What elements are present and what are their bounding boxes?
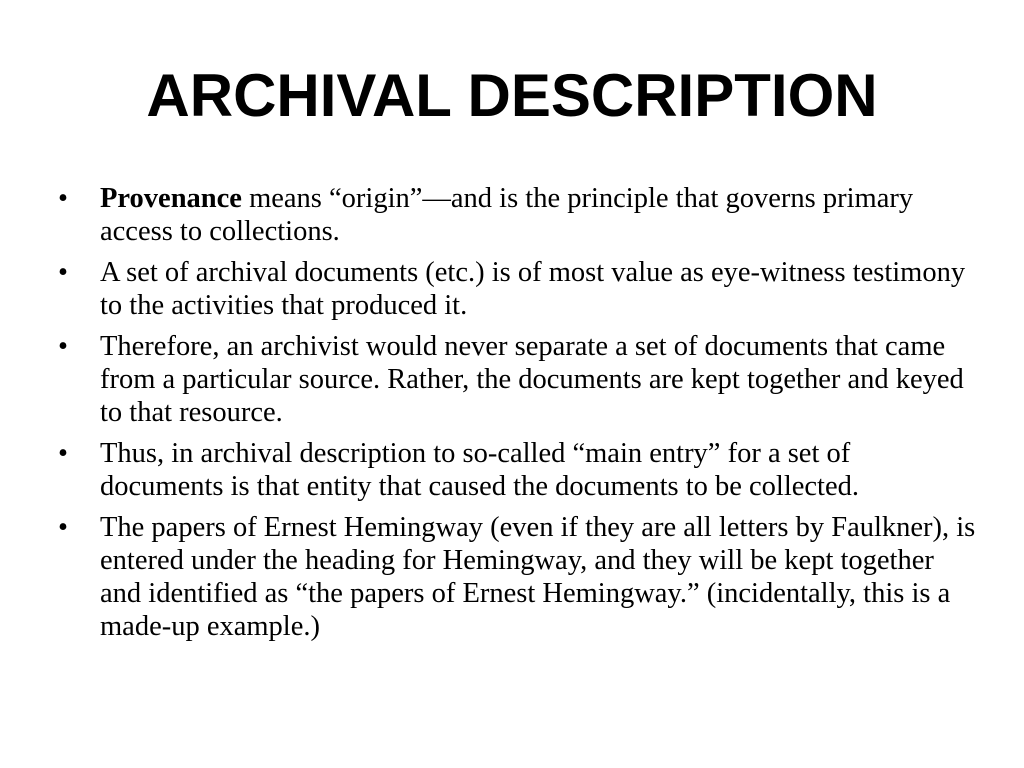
bullet-lead-term: Provenance (100, 183, 242, 214)
bullet-icon: • (58, 512, 68, 543)
bullet-text: The papers of Ernest Hemingway (even if they are all letters by Faulkner), is entered under the heading for Hemingway, and they will be kept together and identified as “the papers of Ernest Hemingway.” (incidentally, this is a made-up example.) (100, 512, 976, 642)
bullet-icon: • (58, 257, 68, 288)
bullet-icon: • (58, 183, 68, 214)
bullet-item-eyewitness (58, 256, 978, 322)
bullet-icon: • (58, 331, 68, 362)
bullet-text (100, 183, 913, 247)
slide-title: ARCHIVAL DESCRIPTION (146, 62, 878, 129)
bullet-item-main-entry (58, 437, 978, 503)
bullet-item-never-separate (58, 330, 978, 429)
bullet-body: means “origin”—and is the principle that governs primary access to collections. (100, 183, 914, 247)
bullet-text: A set of archival documents (etc.) is of most value as eye-witness testimony to the activities that produced it. (100, 257, 966, 321)
bullet-text: Thus, in archival description to so-called “main entry” for a set of documents is that entity that caused the documents to be collected. (100, 438, 859, 502)
bullet-item-provenance (58, 182, 978, 248)
bullet-list (58, 182, 978, 651)
bullet-item-hemingway-example (58, 511, 978, 643)
bullet-text: Therefore, an archivist would never separate a set of documents that came from a particular source. Rather, the documents are kept together and keyed to that resource. (100, 331, 964, 428)
bullet-icon: • (58, 438, 68, 469)
